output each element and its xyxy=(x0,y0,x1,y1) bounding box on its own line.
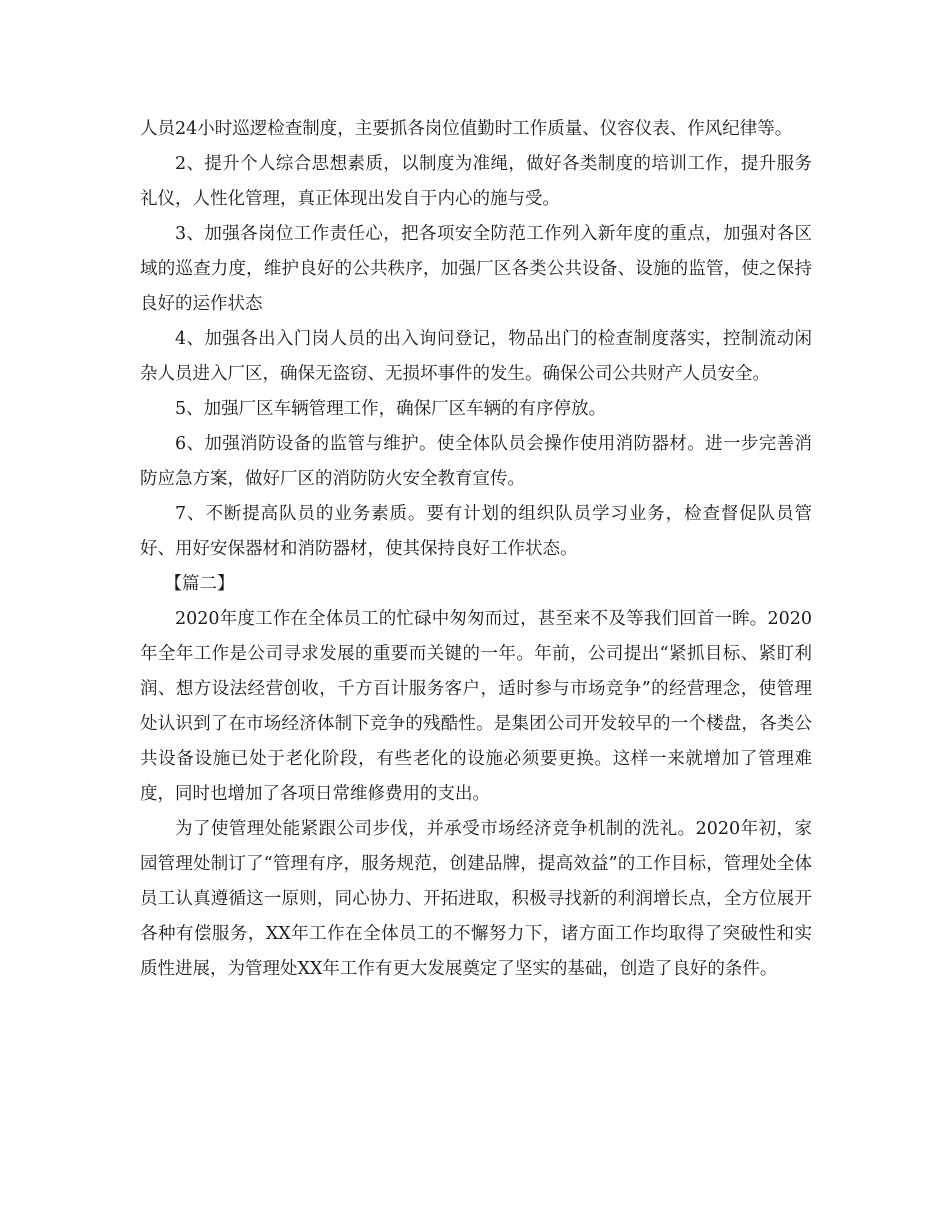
document-page xyxy=(140,112,812,987)
paragraph-item-4: 4、加强各出入门岗人员的出入询问登记，物品出门的检查制度落实，控制流动闲杂人员进入厂区，确保无盗窃、无损坏事件的发生。确保公司公共财产人员安全。 xyxy=(140,329,812,384)
section-heading: 【篇二】 xyxy=(164,574,235,594)
paragraph-item-6: 6、加强消防设备的监管与维护。使全体队员会操作使用消防器材。进一步完善消防应急方案，做好厂区的消防防火安全教育宣传。 xyxy=(140,434,812,489)
paragraph-section2-goals: 为了使管理处能紧跟公司步伐，并承受市场经济竞争机制的洗礼。2020年初，家园管理处制订了“管理有序，服务规范，创建品牌，提高效益”的工作目标，管理处全体员工认真遵循这一原则，同心协力、开拓进取，积极寻找新的利润增长点，全方位展开各种有偿服务，XX年工作在全体员工的不懈努力下，诸方面工作均取得了突破性和实质性进展，为管理处XX年工作有更大发展奠定了坚实的基础，创造了良好的条件。 xyxy=(140,819,812,979)
paragraph-item-2: 2、提升个人综合思想素质，以制度为准绳，做好各类制度的培训工作，提升服务礼仪，人性化管理，真正体现出发自于内心的施与受。 xyxy=(140,154,812,209)
paragraph-item-7: 7、不断提高队员的业务素质。要有计划的组织队员学习业务，检查督促队员管好、用好安保器材和消防器材，使其保持良好工作状态。 xyxy=(140,504,812,559)
paragraph-item-5: 5、加强厂区车辆管理工作，确保厂区车辆的有序停放。 xyxy=(175,399,607,419)
paragraph-section2-intro: 2020年度工作在全体员工的忙碌中匆匆而过，甚至来不及等我们回首一眸。2020年全年工作是公司寻求发展的重要而关键的一年。年前，公司提出“紧抓目标、紧盯利润、想方设法经营创收，千方百计服务客户，适时参与市场竞争”的经营理念，使管理处认识到了在市场经济体制下竞争的残酷性。是集团公司开发较早的一个楼盘，各类公共设备设施已处于老化阶段，有些老化的设施必须要更换。这样一来就增加了管理难度，同时也增加了各项日常维修费用的支出。 xyxy=(140,609,812,804)
paragraph-item-3: 3、加强各岗位工作责任心，把各项安全防范工作列入新年度的重点，加强对各区域的巡查力度，维护良好的公共秩序，加强厂区各类公共设备、设施的监管，使之保持良好的运作状态 xyxy=(140,224,812,314)
paragraph-continuation: 人员24小时巡逻检查制度，主要抓各岗位值勤时工作质量、仪容仪表、作风纪律等。 xyxy=(140,119,793,139)
